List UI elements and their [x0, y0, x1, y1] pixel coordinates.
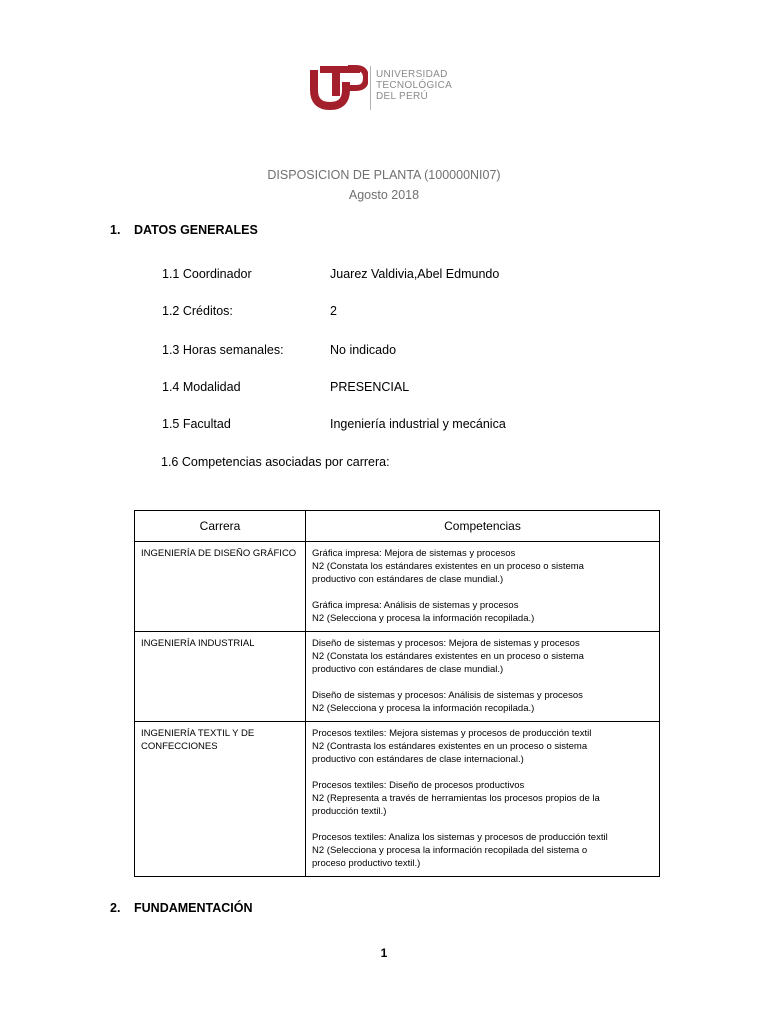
competency-line: N2 (Selecciona y procesa la información recopilada.) — [312, 703, 535, 714]
section-heading-fundamentacion — [110, 901, 253, 915]
competency-line: productivo con estándares de clase mundial.) — [312, 664, 504, 675]
section-number: 2. — [110, 901, 121, 915]
competencies-heading: 1.6 Competencias asociadas por carrera: — [161, 455, 390, 469]
table-row — [135, 722, 660, 877]
competency-item — [312, 689, 653, 715]
competency-item — [312, 637, 653, 676]
career-cell: INGENIERÍA INDUSTRIAL — [135, 632, 306, 722]
competencies-cell — [306, 632, 660, 722]
field-label-faculty: 1.5 Facultad — [162, 417, 231, 431]
competency-item — [312, 599, 653, 625]
competency-item — [312, 779, 653, 818]
table-row — [135, 632, 660, 722]
section-number: 1. — [110, 223, 121, 237]
competency-line: N2 (Representa a través de herramientas los procesos propios de la — [312, 793, 600, 804]
competency-line: producción textil.) — [312, 806, 387, 817]
university-line: DEL PERÚ — [376, 91, 429, 102]
competency-line: productivo con estándares de clase mundial.) — [312, 574, 504, 585]
section-title: DATOS GENERALES — [134, 223, 258, 237]
field-value-faculty: Ingeniería industrial y mecánica — [330, 417, 506, 431]
table-header-row — [135, 511, 660, 542]
competency-line: Procesos textiles: Diseño de procesos productivos — [312, 780, 525, 791]
field-value-modality: PRESENCIAL — [330, 380, 410, 394]
competency-item — [312, 831, 653, 870]
utp-logo-mark — [310, 60, 368, 116]
competency-line: Diseño de sistemas y procesos: Análisis de sistemas y procesos — [312, 690, 583, 701]
university-line: UNIVERSIDAD — [376, 69, 448, 80]
column-header-career: Carrera — [135, 511, 306, 542]
field-label-weekly-hours: 1.3 Horas semanales: — [162, 343, 284, 357]
field-label-coordinator: 1.1 Coordinador — [162, 267, 252, 281]
career-line: INGENIERÍA TEXTIL Y DE — [141, 728, 255, 739]
competencies-table — [134, 510, 660, 877]
university-line: TECNOLÓGICA — [376, 80, 453, 91]
competency-line: Procesos textiles: Analiza los sistemas y procesos de producción textil — [312, 832, 608, 843]
competency-line: N2 (Constata los estándares existentes en un proceso o sistema — [312, 561, 584, 572]
column-header-competencies: Competencias — [306, 511, 660, 542]
competency-line: Diseño de sistemas y procesos: Mejora de sistemas y procesos — [312, 638, 580, 649]
competency-item — [312, 727, 653, 766]
competency-line: Procesos textiles: Mejora sistemas y procesos de producción textil — [312, 728, 592, 739]
field-value-coordinator: Juarez Valdivia,Abel Edmundo — [330, 267, 500, 281]
competency-item — [312, 547, 653, 586]
competency-line: N2 (Selecciona y procesa la información recopilada.) — [312, 613, 535, 624]
competency-line: Gráfica impresa: Mejora de sistemas y procesos — [312, 548, 516, 559]
section-title: FUNDAMENTACIÓN — [134, 901, 253, 915]
competencies-cell — [306, 542, 660, 632]
section-heading-general-data — [110, 223, 258, 237]
career-line: CONFECCIONES — [141, 741, 218, 752]
competencies-cell — [306, 722, 660, 877]
competency-line: productivo con estándares de clase internacional.) — [312, 754, 524, 765]
career-cell — [135, 722, 306, 877]
logo-divider — [370, 66, 371, 110]
document-title: DISPOSICION DE PLANTA (100000NI07) — [267, 168, 501, 182]
table-row — [135, 542, 660, 632]
field-label-modality: 1.4 Modalidad — [162, 380, 241, 394]
career-cell: INGENIERÍA DE DISEÑO GRÁFICO — [135, 542, 306, 632]
utp-logo — [310, 60, 470, 116]
field-value-credits: 2 — [330, 304, 337, 318]
page-number: 1 — [380, 946, 388, 960]
competency-line: N2 (Constata los estándares existentes en un proceso o sistema — [312, 651, 584, 662]
competency-line: Gráfica impresa: Análisis de sistemas y procesos — [312, 600, 519, 611]
competency-line: N2 (Selecciona y procesa la información recopilada del sistema o — [312, 845, 588, 856]
competency-line: N2 (Contrasta los estándares existentes en un proceso o sistema — [312, 741, 588, 752]
field-value-weekly-hours: No indicado — [330, 343, 397, 357]
competency-line: proceso productivo textil.) — [312, 858, 421, 869]
field-label-credits: 1.2 Créditos: — [162, 304, 233, 318]
university-name — [376, 69, 452, 102]
document-date: Agosto 2018 — [348, 188, 420, 202]
